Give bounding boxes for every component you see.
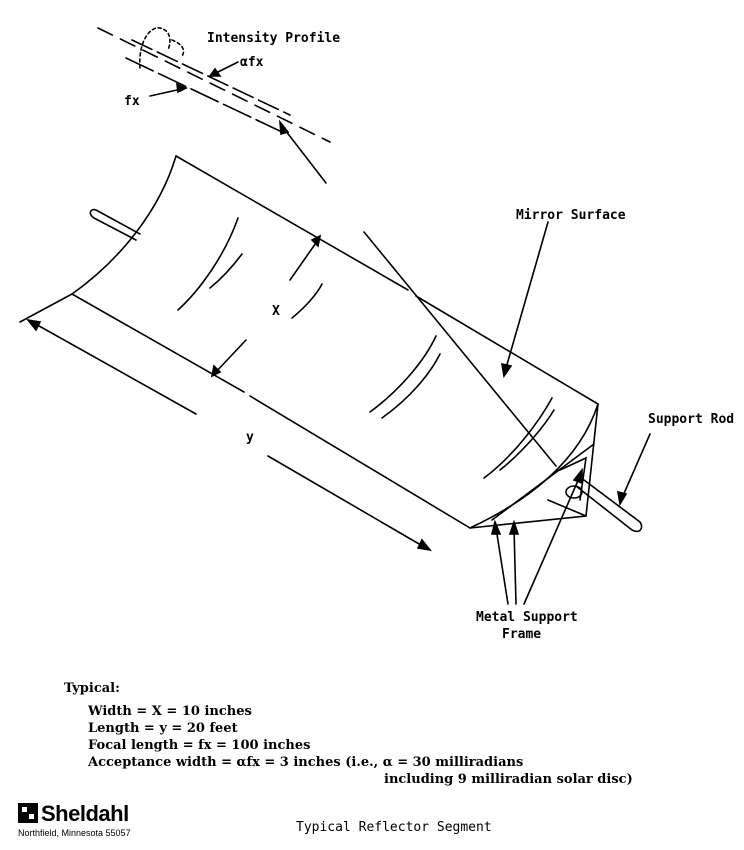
logo-address: Northfield, Minnesota 55057 (18, 828, 131, 838)
mirror-arc-1 (178, 218, 238, 310)
support-rod-pointer (622, 434, 650, 498)
x-dim-upper (290, 240, 318, 280)
intensity-profile-label: Intensity Profile (207, 31, 341, 46)
fx-label: fx (124, 94, 140, 109)
mirror-arc-3 (292, 284, 322, 318)
trough-front-edge-2 (250, 396, 470, 528)
frame-arrowhead-3 (574, 470, 582, 483)
y-dim-right-arrowhead (418, 540, 430, 550)
trough-front-edge (72, 294, 244, 392)
notes-width: Width = X = 10 inches (88, 704, 252, 719)
mirror-arc-5 (382, 354, 440, 418)
support-rod-label: Support Rod (648, 412, 735, 427)
logo-name: Sheldahl (41, 801, 129, 826)
frame-pointer-1 (496, 528, 508, 604)
support-rod-left (90, 210, 140, 240)
reflected-ray (282, 126, 326, 183)
focal-line-upper (132, 40, 290, 115)
specifications-notes (64, 680, 633, 788)
support-rod-arrowhead (618, 492, 626, 504)
frame-pointer-2 (514, 528, 516, 604)
reflected-ray-arrowhead (280, 122, 288, 134)
notes-acceptance-width-cont: including 9 milliradian solar disc) (384, 772, 633, 787)
x-dim-lower (214, 340, 246, 374)
notes-acceptance-width: Acceptance width = αfx = 3 inches (i.e., α = 30 milliradians (88, 755, 524, 770)
mirror-surface-pointer (506, 222, 548, 368)
trough-right-end (470, 404, 598, 528)
support-frame (470, 404, 598, 528)
support-rod-right (576, 480, 642, 531)
mirror-arc-7 (500, 410, 554, 470)
y-dimension-label: y (246, 430, 254, 445)
frame-pointers (492, 470, 582, 604)
x-dimension-label: X (272, 304, 280, 319)
figure-caption: Typical Reflector Segment (296, 820, 492, 835)
mirror-surface-label: Mirror Surface (516, 208, 626, 223)
notes-focal-length: Focal length = fx = 100 inches (88, 738, 311, 753)
mirror-arc-2 (210, 254, 242, 288)
x-dim-upper-arrowhead (312, 236, 320, 246)
y-dim-left-arrowhead (28, 320, 40, 330)
sheldahl-logo-icon (18, 803, 38, 823)
y-dim-line-left (32, 322, 196, 414)
x-dimension (212, 236, 320, 376)
trough-back-edge-2 (416, 296, 598, 404)
support-rods (90, 210, 650, 532)
frame-pointer-3 (524, 476, 580, 604)
metal-support-frame-label-line2: Frame (502, 627, 542, 642)
mirror-arc-6 (484, 398, 552, 478)
incident-ray (364, 232, 556, 466)
frame-arrowhead-1 (492, 522, 500, 534)
notes-heading: Typical: (64, 681, 120, 696)
mirror-surface-arrowhead (502, 364, 511, 376)
x-dim-lower-arrowhead (212, 366, 220, 376)
y-dim-line-right (268, 456, 426, 548)
y-dimension (20, 294, 430, 550)
notes-length: Length = y = 20 feet (88, 721, 238, 736)
sheldahl-logo (18, 801, 131, 838)
metal-support-frame-label-line1: Metal Support (476, 610, 578, 625)
y-extension-left (20, 294, 72, 322)
alpha-fx-label: αfx (240, 55, 264, 70)
